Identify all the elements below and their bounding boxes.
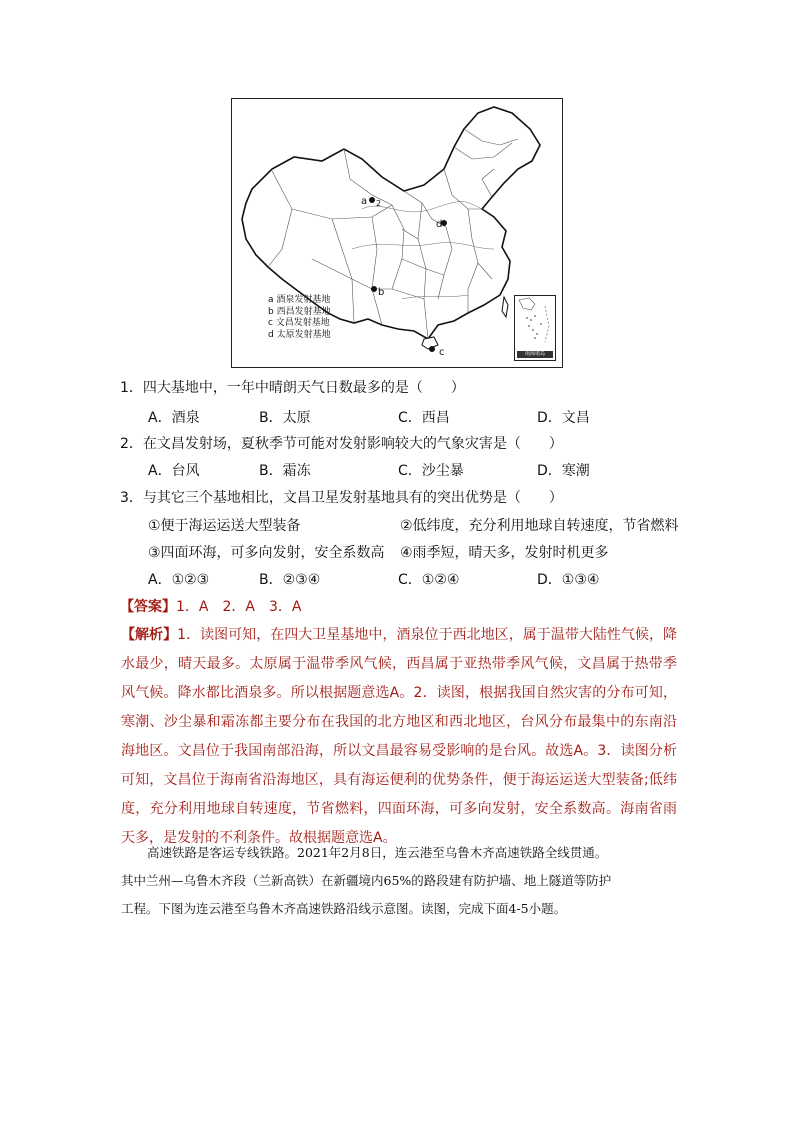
question-2-stem: 2．在文昌发射场，夏秋季节可能对发射影响较大的气象灾害是（ ） bbox=[120, 436, 563, 452]
question-2-option-d: D．寒潮 bbox=[537, 463, 590, 479]
answer-text: 1．A 2．A 3．A bbox=[176, 599, 302, 615]
question-1-option-b: B．太原 bbox=[259, 410, 311, 426]
explanation-block bbox=[121, 621, 677, 853]
site-c-label: c bbox=[439, 347, 445, 358]
question-3-statement-2: ②低纬度，充分利用地球自转速度，节省燃料 bbox=[400, 518, 679, 534]
question-3-statement-1: ①便于海运运送大型装备 bbox=[148, 518, 301, 534]
site-a-marker bbox=[369, 197, 375, 203]
question-1-option-d: D．文昌 bbox=[537, 410, 590, 426]
question-3-option-d: D．①③④ bbox=[537, 572, 600, 588]
question-3-stem: 3．与其它三个基地相比，文昌卫星发射基地具有的突出优势是（ ） bbox=[120, 490, 563, 506]
legend-item: a 酒泉发射基地 bbox=[268, 295, 331, 305]
question-3-option-c: C．①②④ bbox=[398, 572, 460, 588]
china-map-figure bbox=[231, 98, 563, 368]
site-a-label: a bbox=[361, 196, 368, 207]
south-china-sea-inset bbox=[514, 295, 556, 361]
intro-line-1: 高速铁路是客运专线铁路。2021年2月8日，连云港至乌鲁木齐高速铁路全线贯通。 bbox=[147, 845, 608, 860]
site-b-marker bbox=[371, 286, 377, 292]
intro-line-2: 其中兰州—乌鲁木齐段（兰新高铁）在新疆境内65%的路段建有防护墙、地上隧道等防护 bbox=[121, 873, 612, 888]
site-d-label: d bbox=[436, 219, 443, 230]
question-3-statement-4: ④雨季短，晴天多，发射时机更多 bbox=[400, 545, 609, 561]
question-3-statement-3: ③四面环海，可多向发射，安全系数高 bbox=[148, 545, 385, 561]
question-2-option-c: C．沙尘暴 bbox=[398, 463, 464, 479]
question-1-stem: 1．四大基地中，一年中晴朗天气日数最多的是（ ） bbox=[120, 380, 465, 396]
map-legend bbox=[268, 295, 331, 341]
legend-item: c 文昌发射基地 bbox=[268, 318, 330, 328]
question-3-option-a: A．①②③ bbox=[148, 572, 210, 588]
explanation-text: 1．读图可知，在四大卫星基地中，酒泉位于西北地区，属于温带大陆性气候，降水最少，晴天最多。太原属于温带季风气候，西昌属于亚热带季风气候，文昌属于热带季风气候。降水都比酒泉多。所以根据题意选A。2．读图，根据我国自然灾害的分布可知，寒潮、沙尘暴和霜冻都主要分布在我国的北方地区和西北地区，台风分布最集中的东南沿海地区。文昌位于我国南部沿海，所以文昌最容易受影响的是台风。故选A。3．读图分析可知，文昌位于海南省沿海地区，具有海运便利的优势条件，便于海运运送大型装备;低纬度，充分利用地球自转速度，节省燃料，四面环海，可多向发射，安全系数高。海南省雨天多，是发射的不利条件。故根据题意选A。 bbox=[121, 627, 678, 846]
intro-line-3: 工程。下图为连云港至乌鲁木齐高速铁路沿线示意图。读图，完成下面4-5小题。 bbox=[121, 901, 567, 916]
taiwan-island bbox=[502, 297, 508, 317]
question-2-option-a: A．台风 bbox=[148, 463, 200, 479]
site-c-marker bbox=[429, 346, 435, 352]
explanation-label: 【解析】 bbox=[121, 627, 178, 643]
answer-label: 【答案】 bbox=[120, 599, 176, 615]
question-1-option-a: A．酒泉 bbox=[148, 410, 200, 426]
question-3-option-b: B．②③④ bbox=[259, 572, 321, 588]
question-1-option-c: C．西昌 bbox=[398, 410, 450, 426]
site-b-label: b bbox=[378, 287, 385, 298]
legend-item: b 西昌发射基地 bbox=[268, 306, 331, 317]
svg-text:2: 2 bbox=[376, 199, 382, 208]
answer-line bbox=[120, 597, 301, 617]
legend-item: d 太原发射基地 bbox=[268, 329, 331, 340]
inset-caption: 南海诸岛 bbox=[517, 351, 553, 358]
inset-map bbox=[515, 296, 553, 348]
question-2-option-b: B．霜冻 bbox=[259, 463, 311, 479]
